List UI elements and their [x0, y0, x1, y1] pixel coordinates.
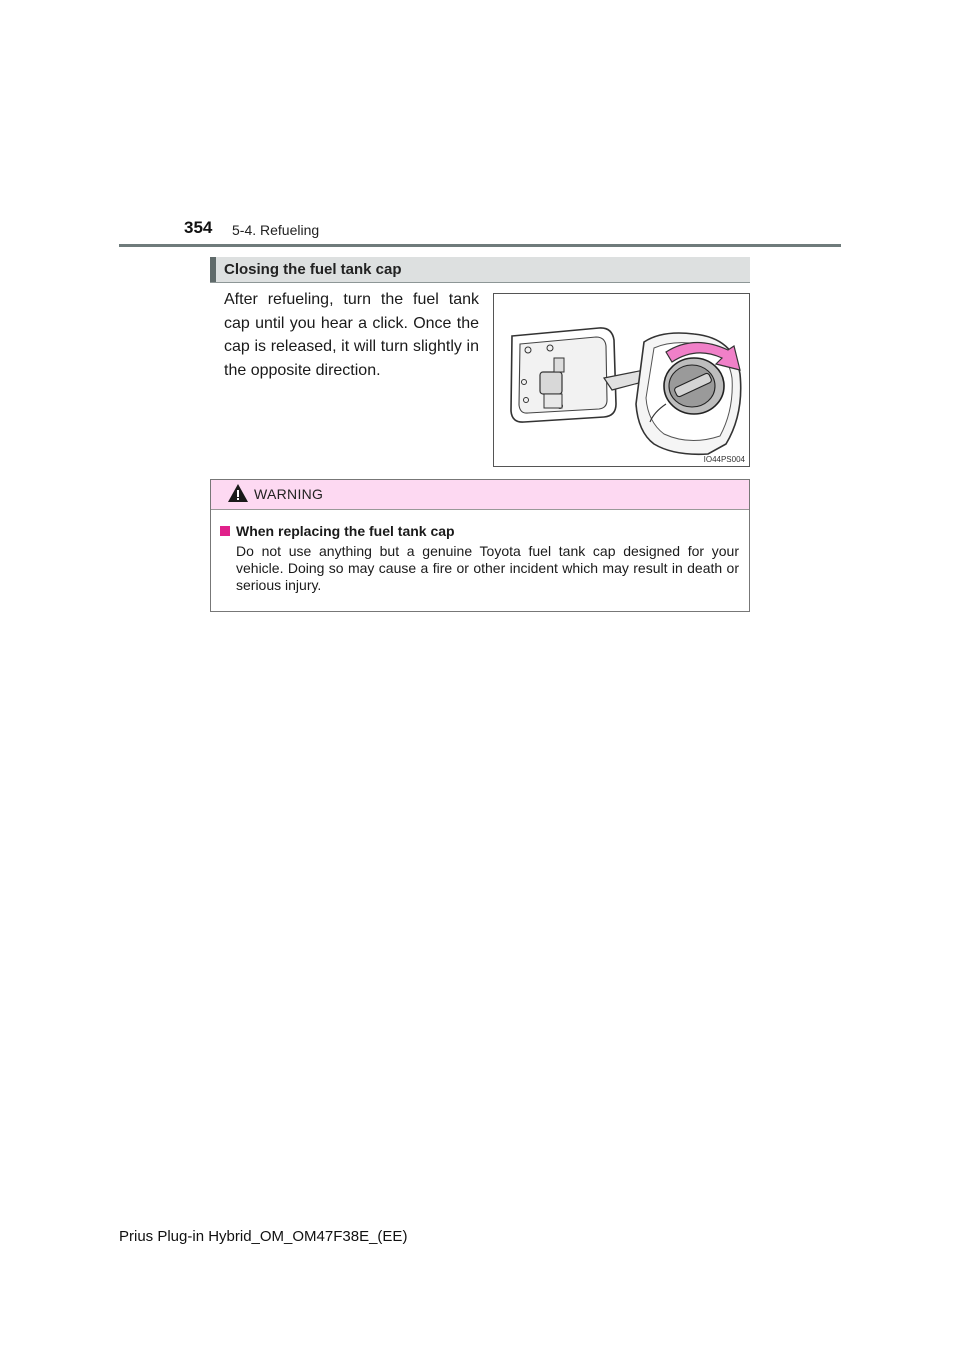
fuel-cap-illustration — [493, 293, 750, 467]
page-number: 354 — [184, 218, 213, 237]
square-bullet-icon — [220, 526, 230, 536]
header-rule — [119, 244, 841, 247]
warning-item-title-text: When replacing the fuel tank cap — [236, 523, 455, 539]
subheading-bar — [210, 257, 750, 283]
warning-header — [211, 480, 749, 510]
warning-box — [210, 479, 750, 612]
warning-body — [211, 510, 749, 594]
warning-triangle-icon — [227, 483, 249, 503]
warning-item-title — [220, 522, 739, 540]
subheading-accent — [210, 257, 216, 282]
fuel-door-drawing — [494, 294, 750, 467]
section-title: 5-4. Refueling — [232, 222, 320, 238]
footer-document-id: Prius Plug-in Hybrid_OM_OM47F38E_(EE) — [119, 1228, 408, 1245]
body-paragraph: After refueling, turn the fuel tank cap until you hear a click. Once the cap is released, it will turn slightly in the opposite direction. — [224, 291, 479, 379]
warning-label: WARNING — [254, 486, 324, 502]
figure-code: IO44PS004 — [703, 455, 745, 464]
subheading-title: Closing the fuel tank cap — [224, 261, 402, 278]
warning-item-text: Do not use anything but a genuine Toyota fuel tank cap designed for your vehicle. Doing so may cause a fire or other incident which may result in death or serious injury. — [236, 543, 739, 593]
